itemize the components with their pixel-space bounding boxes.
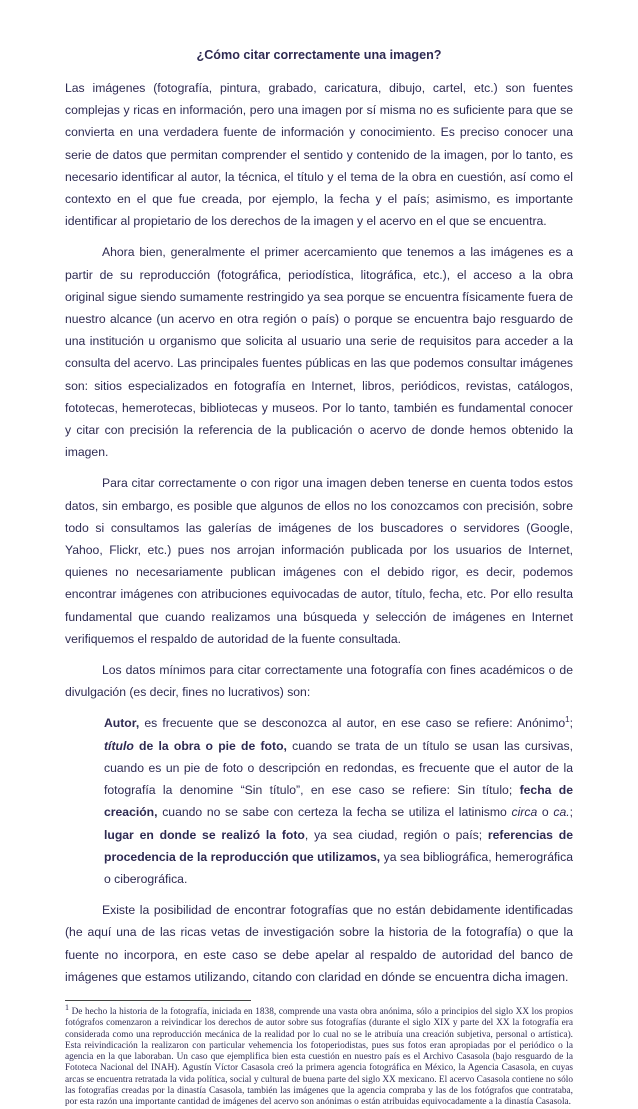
circa-term: circa: [511, 805, 538, 820]
referencias-text: ya sea bibliográfica, hemerográfica o ciberográfica.: [104, 849, 573, 886]
document-title: ¿Cómo citar correctamente una imagen?: [196, 48, 442, 62]
paragraph-unidentified-photos: Existe la posibilidad de encontrar fotografías que no están debidamente identificadas (he aquí una de las ricas vetas de investigación sobre la historia de la fotografía) o que la fuente no incorpora, en este caso se debe apelar al respaldo de autoridad del banco de imágenes que estamos utilizando, citando con claridad en dónde se encuentra dicha imagen.: [65, 903, 573, 984]
titulo-label: título: [104, 738, 134, 753]
footnote-reference[interactable]: 1: [565, 715, 570, 725]
footnote-divider: [65, 1000, 251, 1001]
paragraph-citing-rigor: Para citar correctamente o con rigor una imagen deben tenerse en cuenta todos estos datos, sin embargo, es posible que algunos de ellos no los conozcamos con precisión, sobre todo si consultamos las galerías de imágenes de los buscadores o servidores (Google, Yahoo, Flickr, etc.) pues nos arrojan información publicada por los usuarios de Internet, quienes no necesariamente publican imágenes con el debido rigor, es decir, podemos encontrar imágenes con atribuciones equivocadas de autor, título, fecha, etc. Por ello resulta fundamental que cuando realizamos una búsqueda y selección de imágenes en Internet verifiquemos el respaldo de autoridad de la fuente consultada.: [65, 476, 573, 646]
referencias-label: referencias de procedencia de la reproducción que utilizamos,: [104, 827, 573, 864]
citation-elements-block: [104, 712, 573, 890]
autor-text: es frecuente que se desconozca al autor, en ese caso se refiere: Anónimo: [139, 716, 566, 731]
footnote: [65, 1002, 573, 1109]
paragraph-reproduction: Ahora bien, generalmente el primer acercamiento que tenemos a las imágenes es a partir de su reproducción (fotográfica, periodística, litográfica, etc.), el acceso a la obra original sigue siendo sumamente restringido ya sea porque se encuentra físicamente fuera de nuestro alcance (un acervo en otra región o país) o porque se encuentra bajo resguardo de una institución u organismo que solicita al usuario una serie de requisitos para acceder a la consulta del acervo. Las principales fuentes públicas en las que podemos consultar imágenes son: sitios especializados en fotografía en Internet, libros, periódicos, revistas, catálogos, fototecas, hemerotecas, bibliotecas y museos. Por lo tanto, también es fundamental conocer y citar con precisión la referencia de la publicación o acervo de donde hemos obtenido la imagen.: [65, 245, 573, 460]
autor-label: Autor,: [104, 716, 140, 731]
titulo-label-rest: de la obra o pie de foto,: [133, 738, 287, 753]
separator: ;: [569, 716, 573, 731]
fecha-connector: o: [537, 805, 554, 820]
footnote-number: 1: [65, 1002, 69, 1012]
lugar-text: , ya sea ciudad, región o país;: [304, 827, 488, 842]
fecha-label: fecha de creación,: [104, 783, 574, 820]
fecha-end: ;: [569, 805, 573, 820]
footnote-text: De hecho la historia de la fotografía, iniciada en 1838, comprende una vasta obra anónima, sólo a principios del siglo XX los propios fotógrafos comenzaron a reivindicar los derechos de autor sobre sus fotografías (durante el siglo XIX y parte del XX la fotografía era considerada como una reproducción mecánica de la realidad por lo cual no se le atribuía una creación subjetiva, personal o artística). Esta reivindicación la realizaron con particular vehemencia los fotoperiodistas, pues sus fotos eran apropiadas por el periódico o la agencia en la que laboraban. Un caso que ejemplifica bien esta cuestión en nuestro país es el Archivo Casasola (bajo resguardo de la Fototeca Nacional del INAH). Agustín Víctor Casasola creó la primera agencia fotográfica en México, la Agencia Casasola, en cuyas arcas se encuentra retratada la vida política, social y cultural de buena parte del siglo XX mexicano. El acervo Casasola contiene no sólo las fotografías creadas por la dinastía Casasola, también las imágenes que la agencia compraba y las de los fotógrafos que contrataba, por esta razón una importante cantidad de imágenes del acervo son anónimas o están atribuidas equivocadamente a la dinastía Casasola.: [65, 1006, 573, 1108]
paragraph-minimum-data: Los datos mínimos para citar correctamente una fotografía con fines académicos o de divulgación (es decir, fines no lucrativos) son:: [65, 663, 573, 700]
ca-term: ca.: [553, 805, 570, 820]
paragraph-intro: Las imágenes (fotografía, pintura, grabado, caricatura, dibujo, cartel, etc.) son fuentes complejas y ricas en información, pero una imagen por sí misma no es suficiente para que se convierta en una verdadera fuente de información y conocimiento. Es preciso conocer una serie de datos que permitan comprender el sentido y contenido de la imagen, por lo tanto, es necesario identificar al autor, la técnica, el título y el tema de la obra en cuestión, así como el contexto en el que fue creada, por ejemplo, la fecha y el país; asimismo, es importante identificar al propietario de los derechos de la imagen y el acervo en el que se encuentra.: [65, 81, 573, 229]
fecha-text: cuando no se sabe con certeza la fecha se utiliza el latinismo: [157, 805, 512, 820]
lugar-label: lugar en donde se realizó la foto: [104, 827, 305, 842]
titulo-text: cuando se trata de un título se usan las cursivas, cuando es un pie de foto o descripción en redondas, es frecuente que el autor de la fotografía la denomine “Sin título”, en ese caso se refiere: Sin título;: [104, 738, 574, 798]
